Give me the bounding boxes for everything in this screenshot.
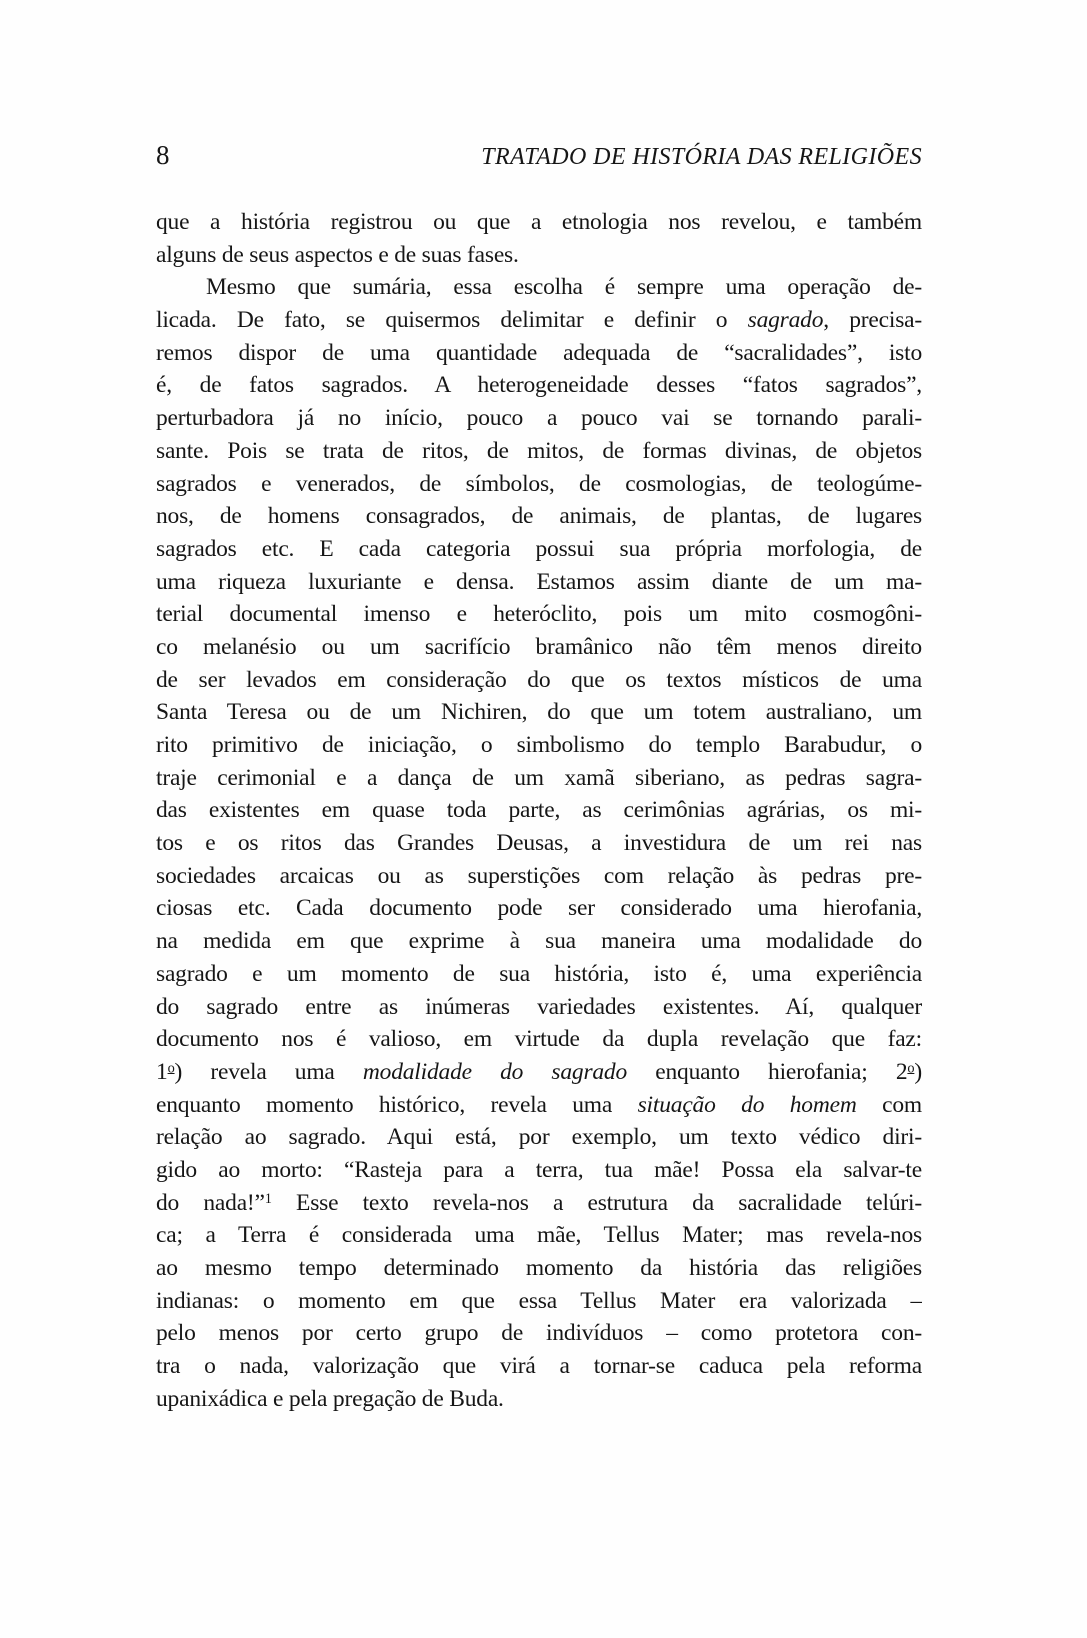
text-line: sante. Pois se trata de ritos, de mitos, de formas divinas, de objetos <box>156 437 922 464</box>
text-line: traje cerimonial e a dança de um xamã siberiano, as pedras sagra- <box>156 764 922 791</box>
text-line: do sagrado entre as inúmeras variedades existentes. Aí, qualquer <box>156 993 922 1020</box>
ordinal-indicator: o <box>907 1060 915 1077</box>
text-line: licada. De fato, se quisermos delimitar e definir o sagrado, precisa- <box>156 307 922 334</box>
text-line: rito primitivo de iniciação, o simbolismo do templo Barabudur, o <box>156 732 922 758</box>
text-line: Mesmo que sumária, essa escolha é sempre uma operação de- <box>206 274 922 301</box>
text-line: perturbadora já no início, pouco a pouco vai se tornando parali- <box>156 405 922 432</box>
running-title: TRATADO DE HISTÓRIA DAS RELIGIÕES <box>481 144 922 170</box>
text-line: nos, de homens consagrados, de animais, de plantas, de lugares <box>156 503 922 530</box>
text-line: do nada!”$^1$ Esse texto revela-nos a estrutura da sacralidade telúri- <box>156 1189 922 1216</box>
text-line: ciosas etc. Cada documento pode ser considerado uma hierofania, <box>156 895 922 922</box>
text-line: co melanésio ou um sacrifício bramânico não têm menos direito <box>156 633 922 660</box>
text-line: terial documental imenso e heteróclito, pois um mito cosmogôni- <box>156 601 922 628</box>
page-number: 8 <box>156 140 170 170</box>
text-line: 1$^o$) revela uma modalidade do sagrado enquanto hierofania; 2$^o$) <box>156 1058 922 1085</box>
ordinal-indicator: o <box>167 1060 175 1077</box>
text-line: enquanto momento histórico, revela uma situação do homem com <box>156 1091 922 1118</box>
body-text <box>156 206 922 1415</box>
text-line: indianas: o momento em que essa Tellus Mater era valorizada – <box>156 1287 922 1314</box>
text-line: sociedades arcaicas ou as superstições com relação às pedras pre- <box>156 862 922 889</box>
text-line: que a história registrou ou que a etnologia nos revelou, e também <box>156 209 922 235</box>
text-line: Santa Teresa ou de um Nichiren, do que um totem australiano, um <box>156 699 922 726</box>
text-line: gido ao morto: “Rasteja para a terra, tua mãe! Possa ela salvar-te <box>156 1156 922 1183</box>
text-line: ao mesmo tempo determinado momento da história das religiões <box>156 1255 922 1281</box>
text-line: sagrado e um momento de sua história, isto é, uma experiência <box>156 960 922 987</box>
text-line: uma riqueza luxuriante e densa. Estamos assim diante de um ma- <box>156 568 922 595</box>
page-header <box>156 140 922 171</box>
footnote-reference: 1 <box>264 1190 272 1207</box>
text-line: sagrados e venerados, de símbolos, de cosmologias, de teologúme- <box>156 470 922 497</box>
text-line: relação ao sagrado. Aqui está, por exemplo, um texto védico diri- <box>156 1124 922 1151</box>
text-line: tra o nada, valorização que virá a tornar-se caduca pela reforma <box>156 1353 922 1380</box>
text-line: ca; a Terra é considerada uma mãe, Tellus Mater; mas revela-nos <box>156 1222 922 1249</box>
text-line: tos e os ritos das Grandes Deusas, a investidura de um rei nas <box>156 830 922 857</box>
text-line: upanixádica e pela pregação de Buda. <box>156 1385 504 1412</box>
text-line: na medida em que exprime à sua maneira uma modalidade do <box>156 928 922 955</box>
text-line: remos dispor de uma quantidade adequada de “sacralidades”, isto <box>156 339 922 366</box>
text-line: alguns de seus aspectos e de suas fases. <box>156 241 519 268</box>
text-line: de ser levados em consideração do que os textos místicos de uma <box>156 666 922 693</box>
text-line: das existentes em quase toda parte, as cerimônias agrárias, os mi- <box>156 797 922 824</box>
text-line: pelo menos por certo grupo de indivíduos – como protetora con- <box>156 1320 922 1347</box>
text-line: sagrados etc. E cada categoria possui sua própria morfologia, de <box>156 535 922 562</box>
text-line: é, de fatos sagrados. A heterogeneidade desses “fatos sagrados”, <box>156 372 922 399</box>
text-line: documento nos é valioso, em virtude da dupla revelação que faz: <box>156 1026 922 1053</box>
